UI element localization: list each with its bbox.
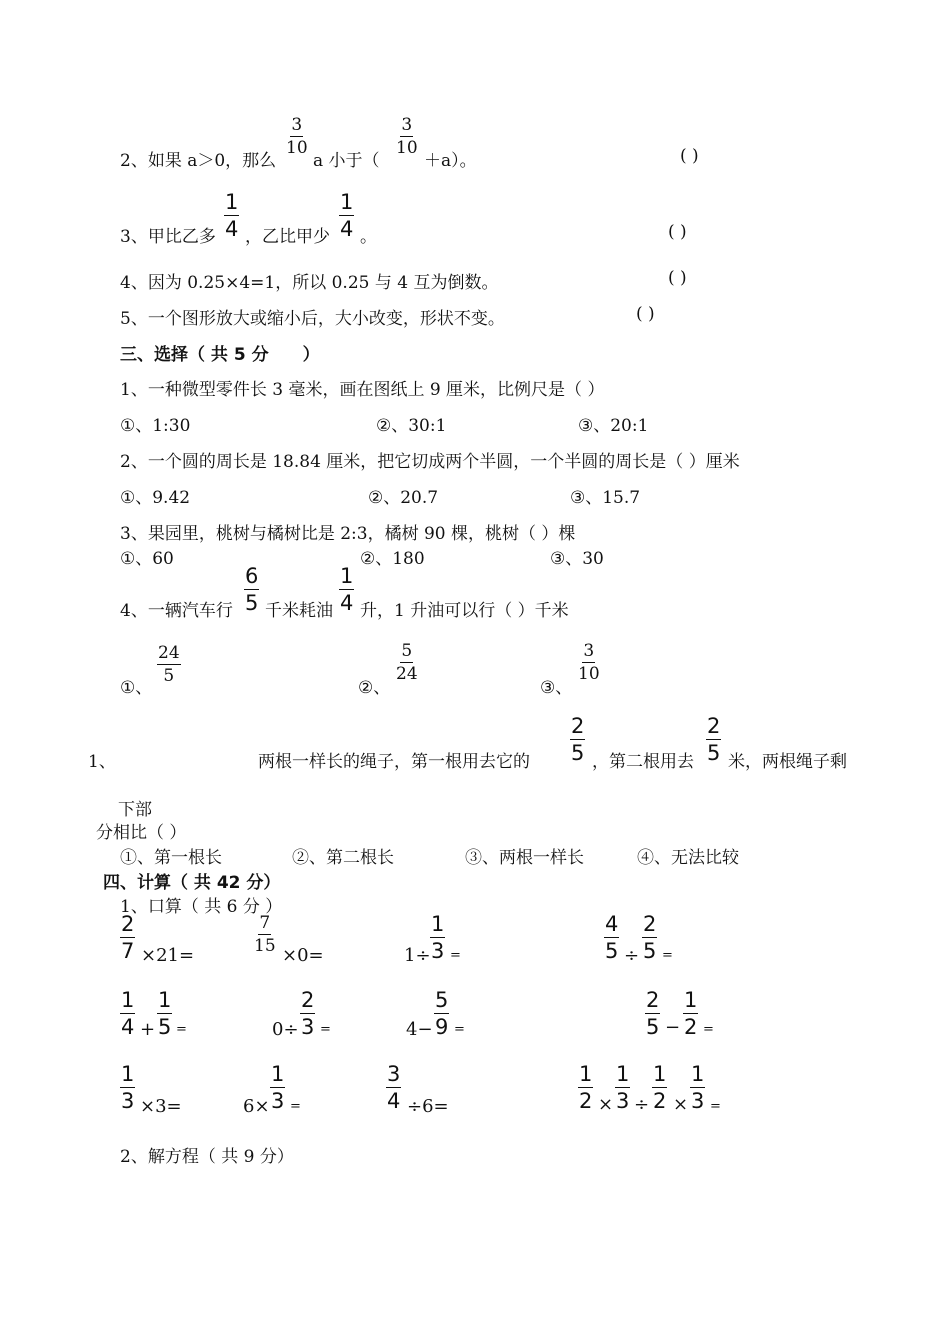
oral-r2-c1-fraction-2: $\frac{1}{5}$ [158, 988, 172, 1039]
oral-r1-c3-head: 1÷ [404, 945, 431, 966]
oral-r3-c2-fraction: $\frac{1}{3}$ [271, 1062, 285, 1113]
judge-q3-fraction-1: $\frac{1}{4}$ [225, 190, 239, 241]
choice-q5-option-2[interactable]: ②、第二根长 [292, 848, 394, 868]
oral-r2-c4-fraction-2: $\frac{1}{2}$ [684, 988, 698, 1039]
equation-heading: 2、解方程（ 共 9 分） [120, 1147, 294, 1167]
choice-q4-option-3-label[interactable]: ③、 [540, 678, 573, 698]
choice-q5-text-a: 两根一样长的绳子，第一根用去它的 [258, 752, 530, 772]
oral-r1-c1-fraction: $\frac{2}{7}$ [121, 912, 135, 963]
section3-heading: 三、选择（ 共 5 分 ） [120, 345, 320, 365]
oral-r3-c1-tail: ×3= [140, 1096, 182, 1117]
judge-q5-answer-bracket[interactable]: ( ) [636, 304, 655, 324]
oral-r1-c4-fraction-1: $\frac{4}{5}$ [605, 912, 619, 963]
choice-q2-option-3[interactable]: ③、15.7 [570, 488, 641, 508]
oral-r3-c4-op-2: ÷ [634, 1094, 650, 1115]
oral-r3-c4-fraction-3: $\frac{1}{2}$ [653, 1062, 667, 1113]
judge-q3-middle: ，乙比甲少 [245, 227, 330, 247]
choice-q5-text-b: ，第二根用去 [592, 752, 694, 772]
section4-heading: 四、计算（ 共 42 分） [103, 873, 281, 893]
oral-r3-c4-fraction-4: $\frac{1}{3}$ [691, 1062, 705, 1113]
oral-r1-c2-fraction: $\frac{7}{15}$ [254, 913, 276, 956]
oral-r3-c3-tail: ÷6= [407, 1096, 449, 1117]
oral-r2-c3-head: 4− [406, 1019, 433, 1040]
choice-q5-text-line3: 分相比（ ） [96, 823, 187, 843]
judge-q3-answer-bracket[interactable]: ( ) [668, 222, 687, 242]
choice-q4-option-1-fraction[interactable]: $\frac{24}{5}$ [158, 643, 180, 686]
oral-r2-c1-tail: = [176, 1022, 187, 1037]
choice-q4-option-2-fraction[interactable]: $\frac{5}{24}$ [396, 641, 418, 684]
oral-r2-c2-fraction: $\frac{2}{3}$ [301, 988, 315, 1039]
choice-q2-option-1[interactable]: ①、9.42 [120, 488, 191, 508]
oral-r2-c3-fraction: $\frac{5}{9}$ [435, 988, 449, 1039]
oral-r1-c4-op: ÷ [624, 945, 640, 966]
choice-q4-prefix: 4、一辆汽车行 [120, 601, 233, 621]
oral-r2-c1-op: + [140, 1019, 156, 1040]
judge-q2-prefix: 2、如果 a＞0，那么 [120, 151, 277, 171]
oral-r1-c3-fraction: $\frac{1}{3}$ [431, 912, 445, 963]
choice-q4-middle: 千米耗油 [265, 601, 333, 621]
oral-r1-c2-tail: ×0= [282, 945, 324, 966]
oral-r2-c1-fraction-1: $\frac{1}{4}$ [121, 988, 135, 1039]
oral-r3-c3-fraction: $\frac{3}{4}$ [387, 1062, 401, 1113]
choice-q1-option-2[interactable]: ②、30:1 [376, 416, 447, 436]
oral-r3-c4-tail: = [710, 1099, 721, 1114]
choice-q3-option-3[interactable]: ③、30 [550, 549, 604, 569]
choice-q1-option-1[interactable]: ①、1:30 [120, 416, 191, 436]
oral-r1-c4-tail: = [662, 948, 673, 963]
choice-q1-text: 1、一种微型零件长 3 毫米，画在图纸上 9 厘米，比例尺是（ ） [120, 380, 605, 400]
judge-q2-middle: a 小于（ [313, 151, 380, 171]
oral-r1-c1-tail: ×21= [141, 945, 195, 966]
oral-r3-c2-head: 6× [243, 1096, 270, 1117]
oral-r3-c4-op-3: × [673, 1094, 689, 1115]
choice-q5-number: 1、 [88, 752, 116, 772]
judge-q2-suffix: ＋a）。 [424, 151, 477, 171]
oral-r3-c2-tail: = [290, 1099, 301, 1114]
oral-r2-c3-tail: = [454, 1022, 465, 1037]
choice-q2-option-2[interactable]: ②、20.7 [368, 488, 439, 508]
choice-q5-fraction-2: $\frac{2}{5}$ [707, 714, 721, 765]
choice-q5-option-4[interactable]: ④、无法比较 [637, 848, 739, 868]
oral-r2-c4-fraction-1: $\frac{2}{5}$ [646, 988, 660, 1039]
choice-q5-text-line2: 下部 [118, 800, 152, 820]
oral-r2-c4-op: − [665, 1017, 681, 1038]
oral-r3-c1-fraction: $\frac{1}{3}$ [121, 1062, 135, 1113]
choice-q4-option-2-label[interactable]: ②、 [358, 678, 391, 698]
choice-q4-option-1-label[interactable]: ①、 [120, 678, 153, 698]
judge-q5-text: 5、一个图形放大或缩小后，大小改变，形状不变。 [120, 309, 505, 329]
choice-q5-fraction-1: $\frac{2}{5}$ [571, 714, 585, 765]
oral-r2-c4-tail: = [703, 1022, 714, 1037]
judge-q2-answer-bracket[interactable]: ( ) [680, 146, 699, 166]
choice-q5-option-3[interactable]: ③、两根一样长 [465, 848, 584, 868]
oral-r2-c2-tail: = [320, 1022, 331, 1037]
judge-q2-fraction-1: $\frac{3}{10}$ [286, 115, 308, 158]
judge-q2-fraction-2: $\frac{3}{10}$ [396, 115, 418, 158]
choice-q1-option-3[interactable]: ③、20:1 [578, 416, 649, 436]
choice-q4-fraction-1: $\frac{6}{5}$ [245, 564, 259, 615]
choice-q5-text-c: 米，两根绳子剩 [728, 752, 847, 772]
judge-q3-fraction-2: $\frac{1}{4}$ [340, 190, 354, 241]
oral-calc-heading: 1、口算（ 共 6 分 ） [120, 897, 283, 917]
judge-q3-prefix: 3、甲比乙多 [120, 227, 216, 247]
oral-r3-c4-op-1: × [598, 1094, 614, 1115]
oral-r2-c2-head: 0÷ [272, 1019, 299, 1040]
choice-q4-suffix: 升，1 升油可以行（ ）千米 [360, 601, 569, 621]
oral-r1-c4-fraction-2: $\frac{2}{5}$ [643, 912, 657, 963]
judge-q4-text: 4、因为 0.25×4=1，所以 0.25 与 4 互为倒数。 [120, 273, 499, 293]
choice-q4-fraction-2: $\frac{1}{4}$ [340, 564, 354, 615]
choice-q3-text: 3、果园里，桃树与橘树比是 2:3，橘树 90 棵，桃树（ ）棵 [120, 524, 576, 544]
judge-q3-suffix: 。 [360, 227, 377, 247]
choice-q3-option-1[interactable]: ①、60 [120, 549, 174, 569]
oral-r1-c3-tail: = [450, 948, 461, 963]
oral-r3-c4-fraction-2: $\frac{1}{3}$ [616, 1062, 630, 1113]
choice-q2-text: 2、一个圆的周长是 18.84 厘米，把它切成两个半圆，一个半圆的周长是（ ）厘米 [120, 452, 740, 472]
choice-q4-option-3-fraction[interactable]: $\frac{3}{10}$ [578, 641, 600, 684]
choice-q5-option-1[interactable]: ①、第一根长 [120, 848, 222, 868]
judge-q4-answer-bracket[interactable]: ( ) [668, 268, 687, 288]
oral-r3-c4-fraction-1: $\frac{1}{2}$ [579, 1062, 593, 1113]
choice-q3-option-2[interactable]: ②、180 [360, 549, 425, 569]
